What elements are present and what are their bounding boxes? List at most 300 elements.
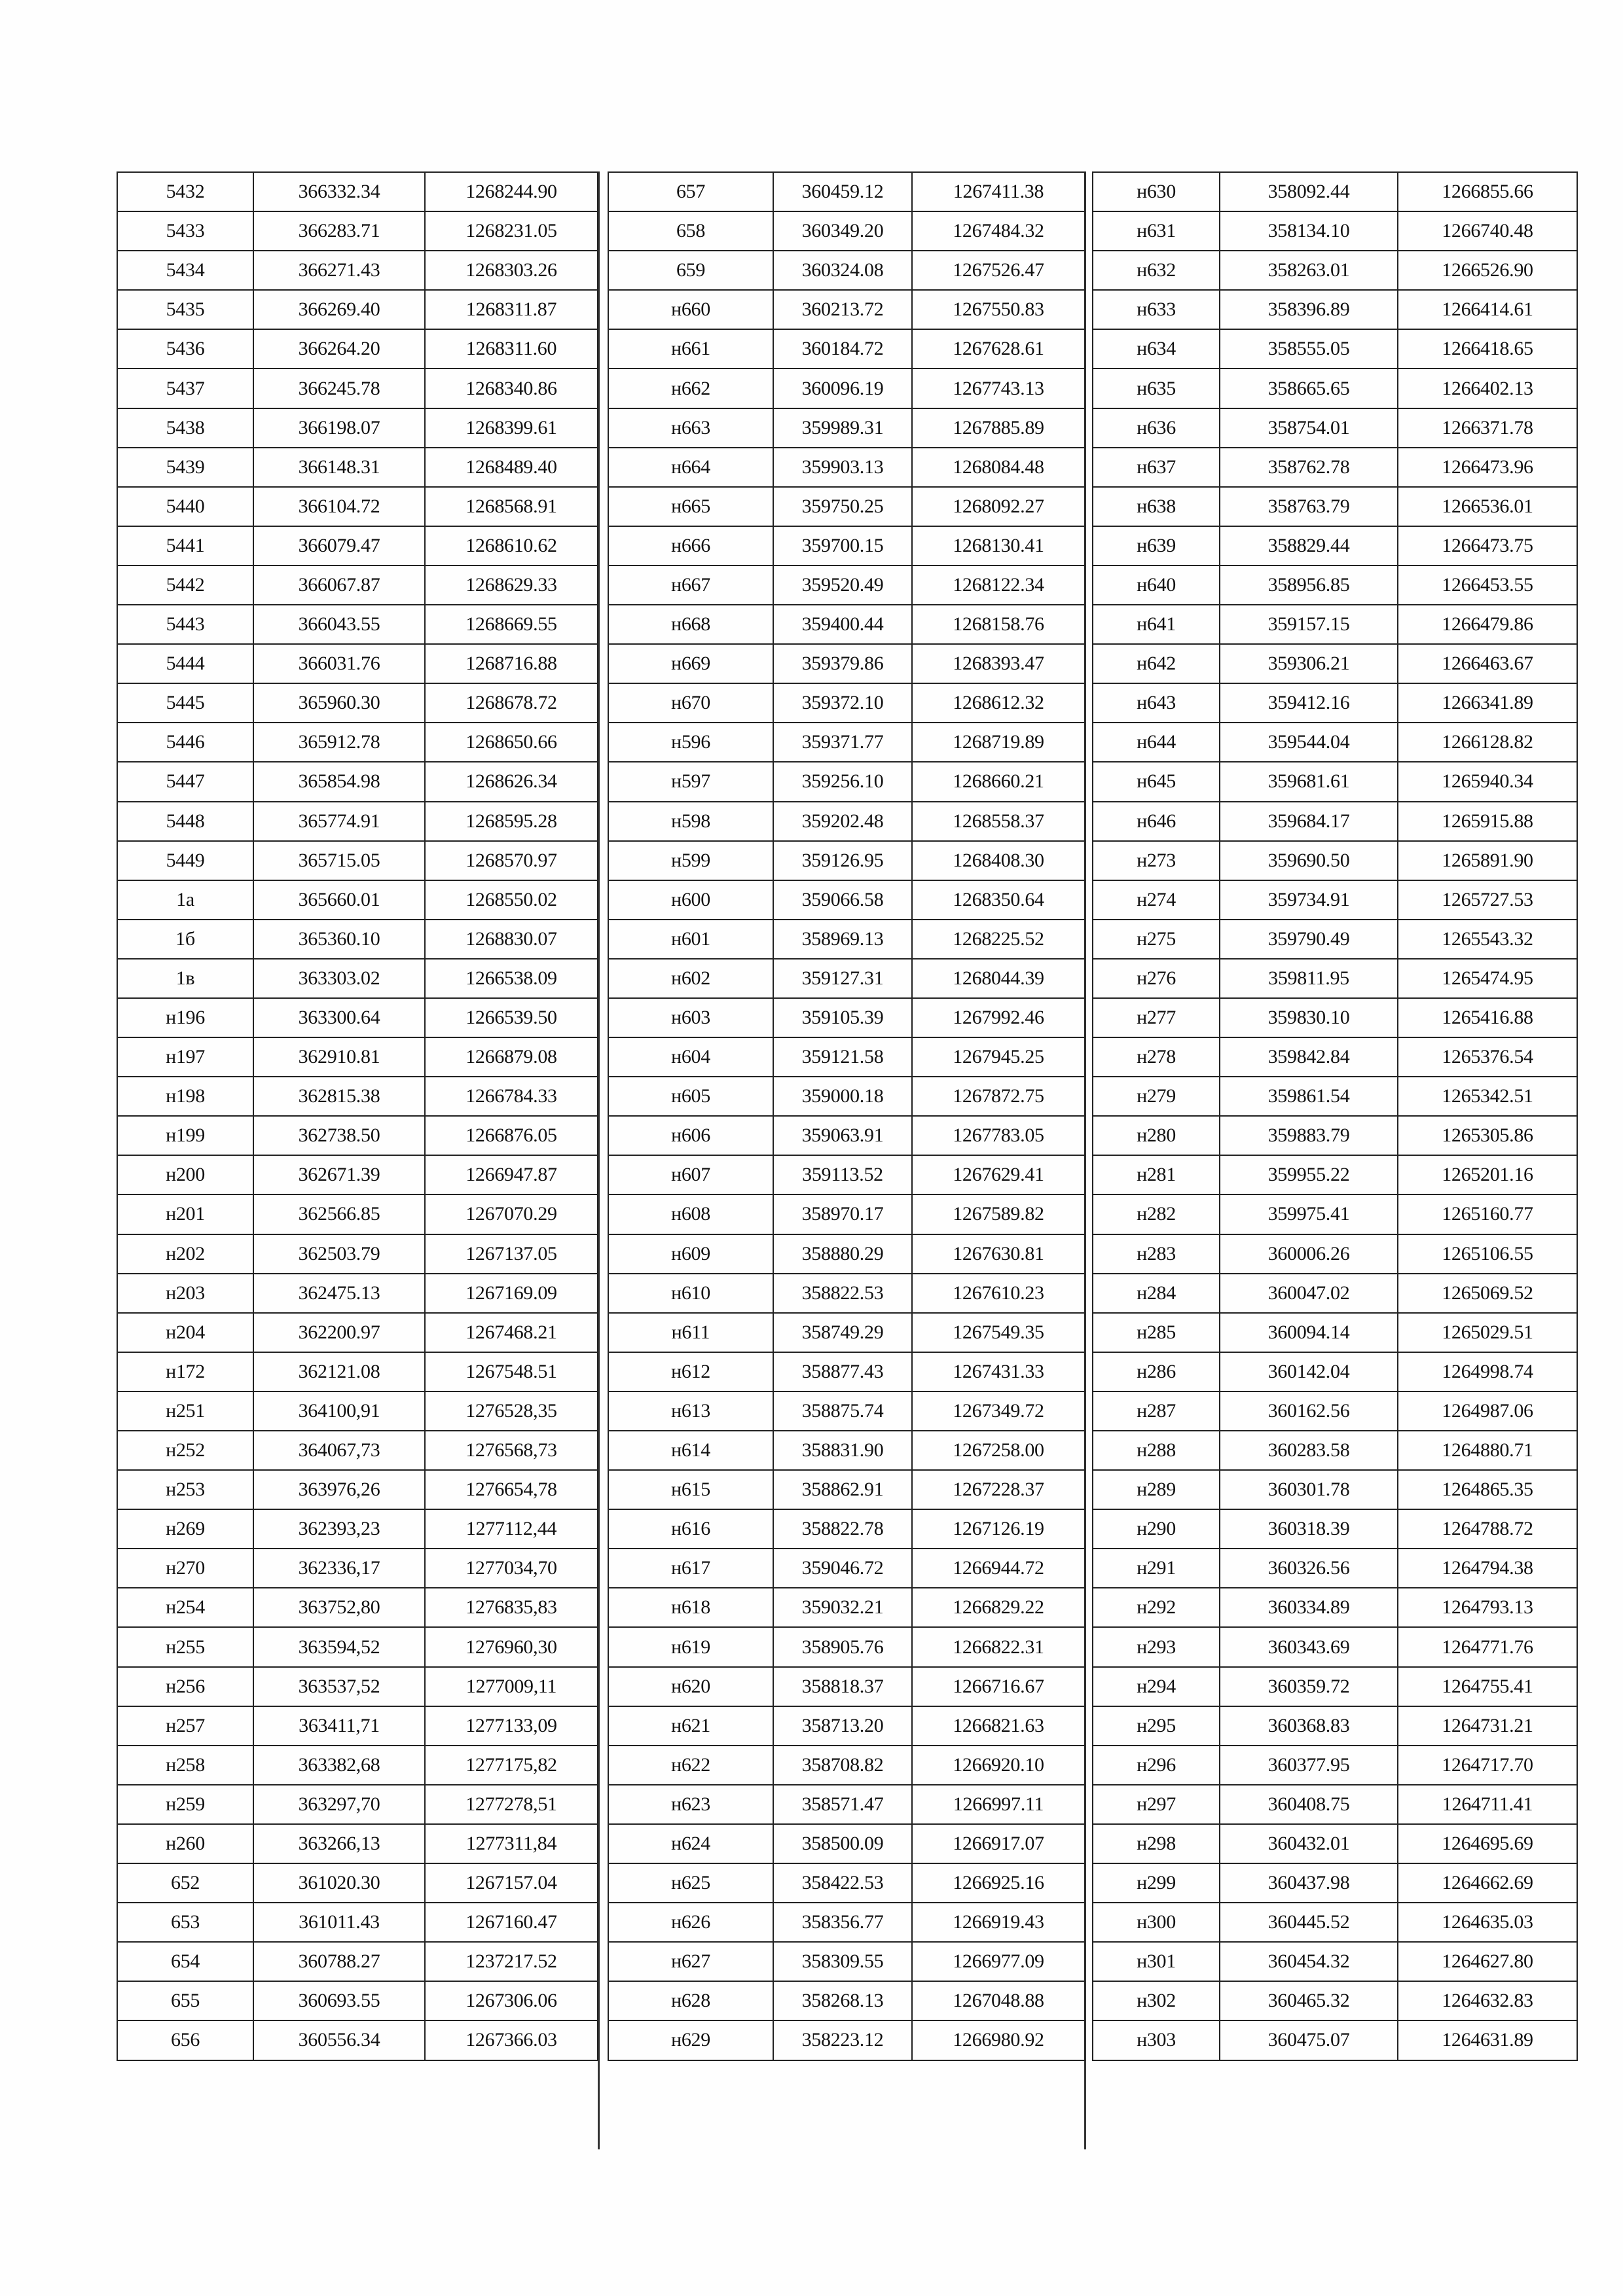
x-coordinate-cell: 359412.16 [1220,683,1398,723]
y-coordinate-cell: 1268350.64 [912,880,1085,920]
y-coordinate-cell: 1266740.48 [1398,211,1577,251]
x-coordinate-cell: 358396.89 [1220,290,1398,329]
y-coordinate-cell: 1266473.96 [1398,448,1577,487]
x-coordinate-cell: 359046.72 [773,1549,912,1588]
y-coordinate-cell: 1268629.33 [425,565,598,605]
y-coordinate-cell: 1266473.75 [1398,526,1577,565]
point-id-cell: н661 [608,329,773,368]
point-id-cell: н204 [117,1313,253,1352]
x-coordinate-cell: 366104.72 [253,487,425,526]
table-row [117,1549,598,1588]
y-coordinate-cell: 1268612.32 [912,683,1085,723]
table-row [117,1431,598,1470]
table-row [1093,1234,1577,1274]
y-coordinate-cell: 1268393.47 [912,644,1085,683]
table-row [608,1549,1085,1588]
x-coordinate-cell: 360318.39 [1220,1509,1398,1549]
y-coordinate-cell: 1268225.52 [912,920,1085,959]
point-id-cell: н627 [608,1942,773,1981]
x-coordinate-cell: 360184.72 [773,329,912,368]
point-id-cell: н601 [608,920,773,959]
x-coordinate-cell: 363411,71 [253,1706,425,1746]
y-coordinate-cell: 1265727.53 [1398,880,1577,920]
table-row [117,1313,598,1352]
y-coordinate-cell: 1266997.11 [912,1785,1085,1824]
x-coordinate-cell: 360349.20 [773,211,912,251]
y-coordinate-cell: 1267783.05 [912,1116,1085,1155]
x-coordinate-cell: 366264.20 [253,329,425,368]
point-id-cell: н199 [117,1116,253,1155]
x-coordinate-cell: 358754.01 [1220,408,1398,448]
point-id-cell: н645 [1093,762,1220,801]
point-id-cell: 5449 [117,841,253,880]
y-coordinate-cell: 1266977.09 [912,1942,1085,1981]
y-coordinate-cell: 1268610.62 [425,526,598,565]
table-row [608,408,1085,448]
x-coordinate-cell: 365774.91 [253,802,425,841]
y-coordinate-cell: 1277034,70 [425,1549,598,1588]
y-coordinate-cell: 1267589.82 [912,1194,1085,1234]
x-coordinate-cell: 363300.64 [253,998,425,1037]
x-coordinate-cell: 358708.82 [773,1746,912,1785]
point-id-cell: н278 [1093,1037,1220,1077]
table-row [608,644,1085,683]
x-coordinate-cell: 359955.22 [1220,1155,1398,1194]
y-coordinate-cell: 1268399.61 [425,408,598,448]
x-coordinate-cell: 358831.90 [773,1431,912,1470]
point-id-cell: н270 [117,1549,253,1588]
y-coordinate-cell: 1264998.74 [1398,1352,1577,1391]
y-coordinate-cell: 1268660.21 [912,762,1085,801]
x-coordinate-cell: 359202.48 [773,802,912,841]
table-row [608,920,1085,959]
y-coordinate-cell: 1276835,83 [425,1588,598,1627]
table-row [608,1274,1085,1313]
point-id-cell: н256 [117,1667,253,1706]
y-coordinate-cell: 1264771.76 [1398,1627,1577,1666]
y-coordinate-cell: 1267629.41 [912,1155,1085,1194]
point-id-cell: н614 [608,1431,773,1470]
x-coordinate-cell: 362336,17 [253,1549,425,1588]
y-coordinate-cell: 1267548.51 [425,1352,598,1391]
table-row [608,1824,1085,1863]
point-id-cell: 5443 [117,605,253,644]
point-id-cell: н198 [117,1077,253,1116]
table-row [117,1903,598,1942]
point-id-cell: н598 [608,802,773,841]
y-coordinate-cell: 1276654,78 [425,1470,598,1509]
x-coordinate-cell: 358749.29 [773,1313,912,1352]
x-coordinate-cell: 362671.39 [253,1155,425,1194]
table-row [1093,1116,1577,1155]
table-row [608,683,1085,723]
y-coordinate-cell: 1266980.92 [912,2020,1085,2060]
point-id-cell: н644 [1093,723,1220,762]
point-id-cell: 5436 [117,329,253,368]
point-id-cell: н275 [1093,920,1220,959]
x-coordinate-cell: 360459.12 [773,172,912,211]
table-row [608,2020,1085,2060]
x-coordinate-cell: 360445.52 [1220,1903,1398,1942]
x-coordinate-cell: 360432.01 [1220,1824,1398,1863]
table-row [117,1981,598,2020]
table-row [608,251,1085,290]
table-row [608,1706,1085,1746]
y-coordinate-cell: 1267048.88 [912,1981,1085,2020]
x-coordinate-cell: 358555.05 [1220,329,1398,368]
y-coordinate-cell: 1268122.34 [912,565,1085,605]
x-coordinate-cell: 359372.10 [773,683,912,723]
table-row [608,487,1085,526]
table-row [608,1981,1085,2020]
point-id-cell: н665 [608,487,773,526]
y-coordinate-cell: 1267526.47 [912,251,1085,290]
y-coordinate-cell: 1264793.13 [1398,1588,1577,1627]
y-coordinate-cell: 1264627.80 [1398,1942,1577,1981]
table-row [117,368,598,408]
point-id-cell: н295 [1093,1706,1220,1746]
point-id-cell: н646 [1093,802,1220,841]
y-coordinate-cell: 1277133,09 [425,1706,598,1746]
x-coordinate-cell: 362566.85 [253,1194,425,1234]
point-id-cell: н300 [1093,1903,1220,1942]
table-row [608,1352,1085,1391]
y-coordinate-cell: 1268092.27 [912,487,1085,526]
point-id-cell: н597 [608,762,773,801]
point-id-cell: 659 [608,251,773,290]
x-coordinate-cell: 359127.31 [773,959,912,998]
x-coordinate-cell: 358422.53 [773,1863,912,1903]
y-coordinate-cell: 1268158.76 [912,605,1085,644]
x-coordinate-cell: 358829.44 [1220,526,1398,565]
y-coordinate-cell: 1267630.81 [912,1234,1085,1274]
table-row [117,211,598,251]
point-id-cell: 5444 [117,644,253,683]
table-row [608,880,1085,920]
x-coordinate-cell: 365360.10 [253,920,425,959]
x-coordinate-cell: 366148.31 [253,448,425,487]
point-id-cell: н297 [1093,1785,1220,1824]
table-body [608,172,1085,2060]
y-coordinate-cell: 1266855.66 [1398,172,1577,211]
point-id-cell: н298 [1093,1824,1220,1863]
point-id-cell: н280 [1093,1116,1220,1155]
x-coordinate-cell: 365854.98 [253,762,425,801]
x-coordinate-cell: 363537,52 [253,1667,425,1706]
x-coordinate-cell: 359989.31 [773,408,912,448]
point-id-cell: н611 [608,1313,773,1352]
table-row [117,448,598,487]
point-id-cell: 658 [608,211,773,251]
point-id-cell: н610 [608,1274,773,1313]
table-row [117,408,598,448]
y-coordinate-cell: 1268568.91 [425,487,598,526]
y-coordinate-cell: 1266538.09 [425,959,598,998]
table-row [117,1509,598,1549]
point-id-cell: н606 [608,1116,773,1155]
x-coordinate-cell: 359063.91 [773,1116,912,1155]
x-coordinate-cell: 359306.21 [1220,644,1398,683]
y-coordinate-cell: 1266479.86 [1398,605,1577,644]
point-id-cell: н638 [1093,487,1220,526]
x-coordinate-cell: 360301.78 [1220,1470,1398,1509]
table-row [1093,1903,1577,1942]
point-id-cell: н303 [1093,2020,1220,2060]
y-coordinate-cell: 1264662.69 [1398,1863,1577,1903]
x-coordinate-cell: 358092.44 [1220,172,1398,211]
x-coordinate-cell: 363976,26 [253,1470,425,1509]
point-id-cell: н629 [608,2020,773,2060]
point-id-cell: 5447 [117,762,253,801]
x-coordinate-cell: 360096.19 [773,368,912,408]
x-coordinate-cell: 359066.58 [773,880,912,920]
table-row [608,1037,1085,1077]
table-row [608,1627,1085,1666]
y-coordinate-cell: 1267885.89 [912,408,1085,448]
x-coordinate-cell: 358877.43 [773,1352,912,1391]
y-coordinate-cell: 1268130.41 [912,526,1085,565]
point-id-cell: н636 [1093,408,1220,448]
y-coordinate-cell: 1266414.61 [1398,290,1577,329]
point-id-cell: н596 [608,723,773,762]
y-coordinate-cell: 1276960,30 [425,1627,598,1666]
table-row [117,1274,598,1313]
y-coordinate-cell: 1266822.31 [912,1627,1085,1666]
point-id-cell: н615 [608,1470,773,1509]
point-id-cell: н292 [1093,1588,1220,1627]
table-row [1093,1352,1577,1391]
table-row [1093,723,1577,762]
point-id-cell: н625 [608,1863,773,1903]
y-coordinate-cell: 1268716.88 [425,644,598,683]
x-coordinate-cell: 358862.91 [773,1470,912,1509]
table-row [608,723,1085,762]
point-id-cell: н258 [117,1746,253,1785]
y-coordinate-cell: 1268558.37 [912,802,1085,841]
x-coordinate-cell: 358356.77 [773,1903,912,1942]
table-row [608,329,1085,368]
point-id-cell: н634 [1093,329,1220,368]
x-coordinate-cell: 359690.50 [1220,841,1398,880]
y-coordinate-cell: 1266716.67 [912,1667,1085,1706]
y-coordinate-cell: 1267160.47 [425,1903,598,1942]
y-coordinate-cell: 1267945.25 [912,1037,1085,1077]
y-coordinate-cell: 1267137.05 [425,1234,598,1274]
table-row [117,1116,598,1155]
table-row [608,172,1085,211]
point-id-cell: н286 [1093,1352,1220,1391]
point-id-cell: н201 [117,1194,253,1234]
table-row [608,1194,1085,1234]
table-row [608,1667,1085,1706]
x-coordinate-cell: 359883.79 [1220,1116,1398,1155]
x-coordinate-cell: 360437.98 [1220,1863,1398,1903]
x-coordinate-cell: 359105.39 [773,998,912,1037]
x-coordinate-cell: 366031.76 [253,644,425,683]
x-coordinate-cell: 360377.95 [1220,1746,1398,1785]
point-id-cell: н296 [1093,1746,1220,1785]
table-row [1093,172,1577,211]
x-coordinate-cell: 360408.75 [1220,1785,1398,1824]
y-coordinate-cell: 1264711.41 [1398,1785,1577,1824]
y-coordinate-cell: 1266526.90 [1398,251,1577,290]
y-coordinate-cell: 1268678.72 [425,683,598,723]
y-coordinate-cell: 1277175,82 [425,1746,598,1785]
point-id-cell: 1в [117,959,253,998]
table-row [1093,251,1577,290]
x-coordinate-cell: 358223.12 [773,2020,912,2060]
x-coordinate-cell: 359157.15 [1220,605,1398,644]
y-coordinate-cell: 1265915.88 [1398,802,1577,841]
y-coordinate-cell: 1265201.16 [1398,1155,1577,1194]
table-row [1093,290,1577,329]
y-coordinate-cell: 1268311.60 [425,329,598,368]
coordinate-table-block-2 [608,171,1085,2061]
x-coordinate-cell: 359032.21 [773,1588,912,1627]
point-id-cell: н259 [117,1785,253,1824]
point-id-cell: н302 [1093,1981,1220,2020]
y-coordinate-cell: 1266947.87 [425,1155,598,1194]
y-coordinate-cell: 1268595.28 [425,802,598,841]
x-coordinate-cell: 358905.76 [773,1627,912,1666]
x-coordinate-cell: 366245.78 [253,368,425,408]
point-id-cell: н670 [608,683,773,723]
x-coordinate-cell: 366198.07 [253,408,425,448]
table-row [117,1234,598,1274]
y-coordinate-cell: 1266341.89 [1398,683,1577,723]
y-coordinate-cell: 1266925.16 [912,1863,1085,1903]
y-coordinate-cell: 1268570.97 [425,841,598,880]
point-id-cell: н299 [1093,1863,1220,1903]
point-id-cell: н257 [117,1706,253,1746]
table-row [1093,1706,1577,1746]
table-row [1093,959,1577,998]
x-coordinate-cell: 359256.10 [773,762,912,801]
point-id-cell: н623 [608,1785,773,1824]
point-id-cell: н289 [1093,1470,1220,1509]
x-coordinate-cell: 366283.71 [253,211,425,251]
table-row [1093,2020,1577,2060]
y-coordinate-cell: 1267550.83 [912,290,1085,329]
point-id-cell: н640 [1093,565,1220,605]
x-coordinate-cell: 360454.32 [1220,1942,1398,1981]
table-row [1093,1037,1577,1077]
point-id-cell: н663 [608,408,773,448]
point-id-cell: 652 [117,1863,253,1903]
table-row [608,1863,1085,1903]
x-coordinate-cell: 366269.40 [253,290,425,329]
x-coordinate-cell: 365660.01 [253,880,425,920]
point-id-cell: н600 [608,880,773,920]
y-coordinate-cell: 1266402.13 [1398,368,1577,408]
x-coordinate-cell: 359734.91 [1220,880,1398,920]
y-coordinate-cell: 1267157.04 [425,1863,598,1903]
x-coordinate-cell: 359811.95 [1220,959,1398,998]
x-coordinate-cell: 359520.49 [773,565,912,605]
x-coordinate-cell: 358956.85 [1220,565,1398,605]
point-id-cell: н618 [608,1588,773,1627]
x-coordinate-cell: 360326.56 [1220,1549,1398,1588]
y-coordinate-cell: 1267431.33 [912,1352,1085,1391]
point-id-cell: н287 [1093,1391,1220,1431]
table-row [608,368,1085,408]
y-coordinate-cell: 1268626.34 [425,762,598,801]
table-row [608,290,1085,329]
point-id-cell: н172 [117,1352,253,1391]
x-coordinate-cell: 359790.49 [1220,920,1398,959]
point-id-cell: н628 [608,1981,773,2020]
y-coordinate-cell: 1277112,44 [425,1509,598,1549]
point-id-cell: н669 [608,644,773,683]
x-coordinate-cell: 363303.02 [253,959,425,998]
y-coordinate-cell: 1264717.70 [1398,1746,1577,1785]
table-row [1093,998,1577,1037]
point-id-cell: 5442 [117,565,253,605]
point-id-cell: н666 [608,526,773,565]
point-id-cell: н637 [1093,448,1220,487]
y-coordinate-cell: 1268719.89 [912,723,1085,762]
table-row [608,762,1085,801]
y-coordinate-cell: 1267743.13 [912,368,1085,408]
y-coordinate-cell: 1268340.86 [425,368,598,408]
table-row [1093,1155,1577,1194]
y-coordinate-cell: 1266453.55 [1398,565,1577,605]
table-row [1093,368,1577,408]
table-row [608,605,1085,644]
point-id-cell: н255 [117,1627,253,1666]
y-coordinate-cell: 1267070.29 [425,1194,598,1234]
x-coordinate-cell: 360475.07 [1220,2020,1398,2060]
point-id-cell: н252 [117,1431,253,1470]
y-coordinate-cell: 1268489.40 [425,448,598,487]
y-coordinate-cell: 1265160.77 [1398,1194,1577,1234]
y-coordinate-cell: 1266920.10 [912,1746,1085,1785]
table-row [608,526,1085,565]
table-row [1093,1077,1577,1116]
point-id-cell: н290 [1093,1509,1220,1549]
y-coordinate-cell: 1268303.26 [425,251,598,290]
table-row [1093,448,1577,487]
x-coordinate-cell: 364067,73 [253,1431,425,1470]
y-coordinate-cell: 1265474.95 [1398,959,1577,998]
y-coordinate-cell: 1267366.03 [425,2020,598,2060]
point-id-cell: н608 [608,1194,773,1234]
x-coordinate-cell: 360047.02 [1220,1274,1398,1313]
table-row [1093,1588,1577,1627]
x-coordinate-cell: 359750.25 [773,487,912,526]
point-id-cell: н639 [1093,526,1220,565]
x-coordinate-cell: 360368.83 [1220,1706,1398,1746]
table-row [117,841,598,880]
table-row [117,172,598,211]
y-coordinate-cell: 1277311,84 [425,1824,598,1863]
table-row [608,802,1085,841]
point-id-cell: 5446 [117,723,253,762]
coordinate-table-block-3 [1092,171,1578,2061]
point-id-cell: н283 [1093,1234,1220,1274]
x-coordinate-cell: 358571.47 [773,1785,912,1824]
y-coordinate-cell: 1266536.01 [1398,487,1577,526]
x-coordinate-cell: 359681.61 [1220,762,1398,801]
x-coordinate-cell: 362815.38 [253,1077,425,1116]
point-id-cell: н294 [1093,1667,1220,1706]
y-coordinate-cell: 1266418.65 [1398,329,1577,368]
y-coordinate-cell: 1267126.19 [912,1509,1085,1549]
y-coordinate-cell: 1268650.66 [425,723,598,762]
x-coordinate-cell: 358134.10 [1220,211,1398,251]
table-row [117,1706,598,1746]
y-coordinate-cell: 1277009,11 [425,1667,598,1706]
